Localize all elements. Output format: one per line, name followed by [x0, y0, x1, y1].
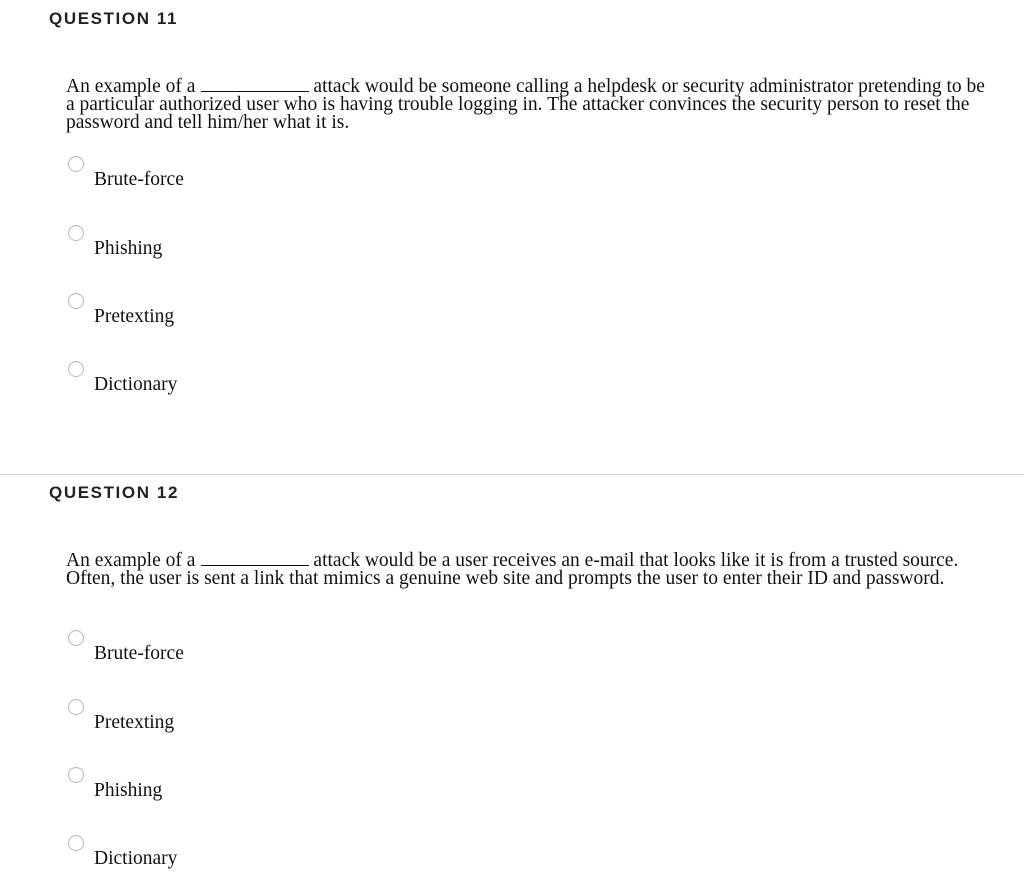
question-prompt	[66, 551, 996, 588]
option-label: Dictionary	[94, 374, 178, 395]
radio-button[interactable]	[68, 767, 84, 783]
question-heading: QUESTION 11	[49, 9, 179, 28]
answer-blank	[201, 551, 309, 566]
option-label: Pretexting	[94, 306, 175, 327]
answer-blank	[201, 77, 309, 92]
option-brute-force[interactable]	[68, 630, 468, 680]
radio-button[interactable]	[68, 225, 84, 241]
radio-button[interactable]	[68, 699, 84, 715]
option-pretexting[interactable]	[68, 293, 468, 343]
option-label: Brute-force	[94, 169, 184, 190]
option-pretexting[interactable]	[68, 699, 468, 749]
option-label: Brute-force	[94, 643, 184, 664]
option-label: Pretexting	[94, 712, 175, 733]
question-prompt	[66, 77, 996, 132]
option-phishing[interactable]	[68, 767, 468, 817]
prompt-before-blank: An example of a	[66, 76, 196, 97]
option-label: Dictionary	[94, 848, 178, 869]
question-12	[0, 474, 1024, 885]
radio-button[interactable]	[68, 630, 84, 646]
option-label: Phishing	[94, 238, 163, 259]
radio-button[interactable]	[68, 361, 84, 377]
option-label: Phishing	[94, 780, 163, 801]
prompt-after-blank: attack would be a user receives an e-mail that looks like it is from a trusted source. Often, the user is sent a link that mimics a genuine web site and prompts the user to enter their ID and password.	[66, 550, 959, 589]
prompt-after-blank: attack would be someone calling a helpdesk or security administrator pretending to be a particular authorized user who is having trouble logging in. The attacker convinces the security person to reset the password and tell him/her what it is.	[66, 76, 985, 133]
option-phishing[interactable]	[68, 225, 468, 275]
option-brute-force[interactable]	[68, 156, 468, 206]
radio-button[interactable]	[68, 293, 84, 309]
question-heading: QUESTION 12	[49, 483, 180, 502]
option-dictionary[interactable]	[68, 835, 468, 885]
prompt-before-blank: An example of a	[66, 550, 196, 571]
radio-button[interactable]	[68, 835, 84, 851]
radio-button[interactable]	[68, 156, 84, 172]
option-dictionary[interactable]	[68, 361, 468, 411]
